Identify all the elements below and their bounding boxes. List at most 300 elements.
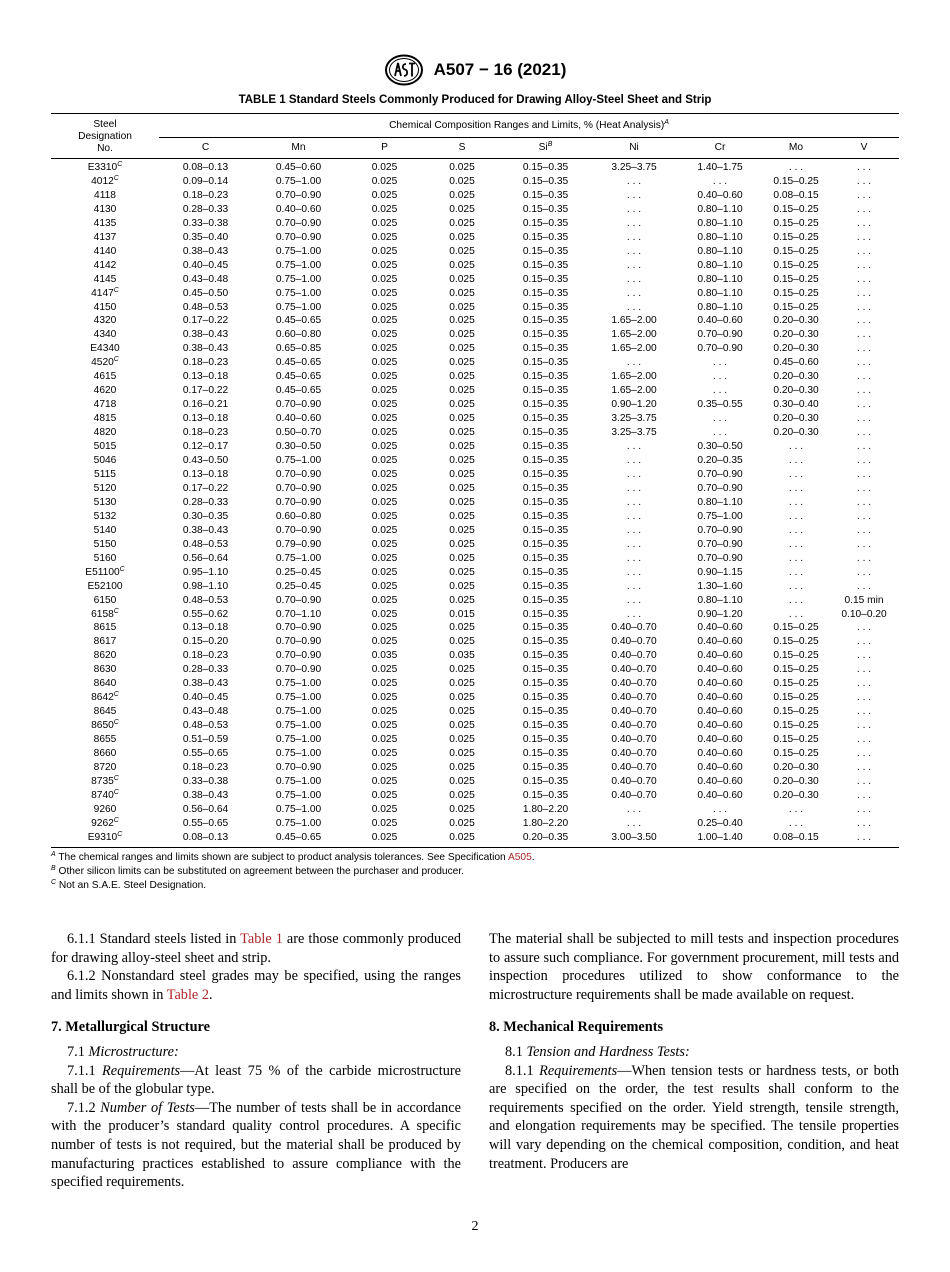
steel-designation-cell: 5115 <box>94 468 116 480</box>
composition-cell: 0.48–0.53 <box>182 538 229 550</box>
composition-cell: . . . <box>856 552 872 564</box>
composition-cell: 1.65–2.00 <box>611 329 657 341</box>
composition-cell: 0.025 <box>449 413 475 425</box>
composition-cell: 0.15–0.35 <box>522 301 569 313</box>
composition-cell: . . . <box>626 273 642 285</box>
para-6-1-2: 6.1.2 Nonstandard steel grades may be specified, using the ranges and limits shown in Table 2. <box>51 968 461 1003</box>
steel-designation-cell: 8620 <box>93 650 117 662</box>
composition-cell: 0.60–0.80 <box>275 329 322 341</box>
composition-cell: 0.18–0.23 <box>182 650 229 662</box>
composition-cell: 0.025 <box>449 217 475 229</box>
composition-cell: . . . <box>788 524 804 536</box>
composition-cell: 0.17–0.22 <box>182 482 229 494</box>
table-row <box>51 496 899 510</box>
composition-cell: . . . <box>856 245 872 257</box>
composition-cell: 0.08–0.13 <box>159 831 252 847</box>
steel-designation-cell: $8650^C$ <box>91 719 119 732</box>
composition-cell: 0.025 <box>371 706 398 718</box>
composition-cell: 0.15–0.25 <box>773 748 819 760</box>
composition-cell: 0.025 <box>449 259 475 271</box>
composition-cell: 0.18–0.23 <box>182 427 229 439</box>
composition-cell: 0.70–0.90 <box>697 552 743 564</box>
table-1-link[interactable]: Table 1 <box>240 931 283 947</box>
composition-cell: . . . <box>788 566 804 578</box>
table-row <box>51 412 899 426</box>
composition-cell: . . . <box>856 720 872 732</box>
composition-cell: . . . <box>856 664 872 676</box>
composition-cell: . . . <box>788 608 804 620</box>
para-8-1: 8.1 Tension and Hardness Tests: <box>505 1043 690 1060</box>
footnote-ref: C <box>113 788 119 796</box>
table-row <box>51 691 899 705</box>
composition-cell: 0.15–0.35 <box>522 315 569 327</box>
steel-designation-cell: 5130 <box>93 496 117 508</box>
footnote-ref: C <box>113 816 119 824</box>
composition-cell: 0.15–0.25 <box>773 734 819 746</box>
composition-cell: . . . <box>856 692 872 704</box>
composition-cell: 0.20–0.30 <box>773 315 819 327</box>
composition-cell: 0.75–1.00 <box>275 734 322 746</box>
composition-cell: 0.25–0.45 <box>275 580 322 592</box>
composition-cell: 0.25–0.40 <box>697 817 743 829</box>
composition-cell: . . . <box>712 413 728 425</box>
steel-designation-cell: 8645 <box>93 706 117 718</box>
composition-cell: 0.48–0.53 <box>182 594 229 606</box>
composition-cell: 0.15–0.25 <box>773 217 819 229</box>
composition-cell: 0.08–0.15 <box>763 831 829 847</box>
composition-cell: 0.56–0.64 <box>182 552 229 564</box>
composition-cell: 0.025 <box>449 399 475 411</box>
table-row <box>51 705 899 719</box>
composition-cell: 0.025 <box>449 189 475 201</box>
composition-cell: . . . <box>788 468 804 480</box>
composition-cell: 0.15–0.35 <box>522 441 569 453</box>
composition-cell: 0.20–0.30 <box>773 343 819 355</box>
table-row <box>51 217 899 231</box>
composition-cell: 0.17–0.22 <box>182 315 229 327</box>
composition-cell: . . . <box>788 538 804 550</box>
composition-cell: . . . <box>626 608 642 620</box>
table-row <box>51 580 899 594</box>
table-row <box>51 245 899 259</box>
composition-cell: 0.90–1.15 <box>697 566 743 578</box>
composition-cell: 0.45–0.65 <box>252 831 345 847</box>
footnote-ref: C <box>113 774 119 782</box>
composition-cell: . . . <box>626 496 642 508</box>
composition-cell: . . . <box>856 427 872 439</box>
composition-cell: . . . <box>856 162 872 173</box>
composition-cell: 0.13–0.18 <box>182 371 229 383</box>
composition-cell: 0.75–1.00 <box>275 552 322 564</box>
table-row <box>51 552 899 566</box>
composition-cell: 0.025 <box>449 287 475 299</box>
composition-cell: 0.40–0.60 <box>697 692 743 704</box>
composition-cell: . . . <box>788 482 804 494</box>
a505-link[interactable]: A505 <box>507 852 532 863</box>
table-row <box>51 538 899 552</box>
composition-cell: 0.15–0.35 <box>522 413 569 425</box>
composition-cell: 0.025 <box>449 789 475 801</box>
steel-designation-cell: 9260 <box>93 803 117 815</box>
composition-span-header: Chemical Composition Ranges and Limits, % (Heat Analysis)$^A$ <box>159 114 899 138</box>
composition-cell: 0.15–0.25 <box>773 301 819 313</box>
composition-cell: 0.75–1.00 <box>275 706 322 718</box>
composition-cell: . . . <box>788 803 804 815</box>
composition-cell: 0.30–0.40 <box>773 399 819 411</box>
steel-designation-cell: 4145 <box>93 273 117 285</box>
footnote-ref: B <box>547 141 553 148</box>
table-row <box>51 454 899 468</box>
composition-cell: 0.025 <box>449 775 475 787</box>
composition-cell: 0.15–0.35 <box>522 566 569 578</box>
footnote-b: $^B$ Other silicon limits can be substituted on agreement between the purchaser and producer. <box>51 865 464 877</box>
composition-cell: 0.40–0.70 <box>611 720 657 732</box>
composition-cell: 0.40–0.60 <box>697 720 743 732</box>
composition-cell: . . . <box>626 566 642 578</box>
composition-cell: 0.40–0.60 <box>697 748 743 760</box>
composition-cell: 0.025 <box>371 636 398 648</box>
column-header: Mo <box>763 138 829 159</box>
composition-cell: 0.025 <box>449 273 475 285</box>
composition-cell: . . . <box>788 162 804 173</box>
composition-cell: 0.025 <box>371 371 398 383</box>
composition-cell: . . . <box>626 175 642 187</box>
composition-cell: 3.25–3.75 <box>611 427 657 439</box>
steel-designation-cell: 4820 <box>93 427 117 439</box>
composition-cell: 0.50–0.70 <box>275 427 322 439</box>
composition-cell: 0.40–0.60 <box>697 706 743 718</box>
table-row <box>51 761 899 775</box>
composition-cell: 0.15–0.25 <box>773 245 819 257</box>
composition-cell: 0.75–1.00 <box>275 692 322 704</box>
stub-header-line: Steel <box>93 118 117 130</box>
composition-cell: 0.025 <box>371 245 398 257</box>
composition-cell: . . . <box>856 441 872 453</box>
composition-cell: . . . <box>856 329 872 341</box>
composition-cell: 0.025 <box>449 803 475 815</box>
steel-designation-cell: 8640 <box>93 678 117 690</box>
steel-designation-cell: 4815 <box>93 413 117 425</box>
table-2-link[interactable]: Table 2 <box>166 986 209 1003</box>
composition-cell: 0.15–0.35 <box>522 664 569 676</box>
composition-cell: 0.15–0.35 <box>522 203 569 215</box>
composition-cell: 0.025 <box>449 482 475 494</box>
steel-designation-cell: $4012^C$ <box>91 174 119 187</box>
composition-cell: 0.025 <box>449 580 475 592</box>
composition-cell: 0.40–0.60 <box>697 734 743 746</box>
stub-header-line: Designation <box>78 130 132 142</box>
composition-cell: 0.025 <box>371 287 398 299</box>
composition-cell: 0.70–0.90 <box>697 468 743 480</box>
composition-cell: 0.79–0.90 <box>275 538 322 550</box>
composition-cell: . . . <box>788 510 804 522</box>
composition-cell: 0.40–0.60 <box>697 636 743 648</box>
composition-cell: 0.40–0.70 <box>611 706 657 718</box>
composition-cell: 0.38–0.43 <box>182 245 229 257</box>
composition-cell: 0.025 <box>371 552 398 564</box>
composition-cell: 0.025 <box>449 245 475 257</box>
composition-cell: 0.40–0.70 <box>611 734 657 746</box>
composition-cell: 0.15–0.35 <box>522 720 569 732</box>
composition-cell: 0.56–0.64 <box>182 803 229 815</box>
composition-cell: 0.40–0.60 <box>697 189 743 201</box>
composition-cell: 0.75–1.00 <box>275 748 322 760</box>
table-row <box>51 468 899 482</box>
composition-cell: . . . <box>626 580 642 592</box>
composition-cell: 0.15–0.35 <box>522 455 569 467</box>
composition-cell: 0.025 <box>371 482 398 494</box>
composition-cell: 0.035 <box>449 650 475 662</box>
table-row <box>51 817 899 831</box>
composition-cell: 0.38–0.43 <box>182 524 229 536</box>
left-column <box>51 930 461 1192</box>
table-row <box>51 677 899 691</box>
column-header: C <box>159 138 252 159</box>
composition-cell: 0.20–0.35 <box>500 831 591 847</box>
composition-cell: 0.025 <box>371 775 398 787</box>
composition-cell: 0.15–0.35 <box>522 552 569 564</box>
composition-cell: . . . <box>856 343 872 355</box>
composition-cell: . . . <box>856 259 872 271</box>
composition-cell: 0.15–0.25 <box>773 706 819 718</box>
composition-cell: 0.025 <box>449 748 475 760</box>
steel-designation-cell: $4147^C$ <box>91 286 119 299</box>
composition-cell: 0.025 <box>371 761 398 773</box>
composition-cell: 0.45–0.60 <box>773 357 819 369</box>
composition-cell: . . . <box>856 231 872 243</box>
composition-cell: 0.65–0.85 <box>275 343 322 355</box>
composition-cell: 0.15–0.35 <box>522 748 569 760</box>
composition-cell: 0.025 <box>371 594 398 606</box>
steel-designation-cell: 8615 <box>93 622 117 634</box>
composition-cell: . . . <box>626 552 642 564</box>
composition-cell: 0.15–0.35 <box>522 371 569 383</box>
composition-cell: 0.025 <box>449 734 475 746</box>
page-number: 2 <box>471 1219 479 1234</box>
composition-cell: 0.40–0.60 <box>697 775 743 787</box>
steel-designation-cell: 4137 <box>93 231 117 243</box>
composition-cell: 0.40–0.70 <box>611 761 657 773</box>
steel-designation-cell: 4142 <box>93 259 117 271</box>
composition-cell: . . . <box>856 706 872 718</box>
composition-cell: 0.15–0.35 <box>522 273 569 285</box>
composition-cell: . . . <box>626 189 642 201</box>
table-row <box>51 649 899 663</box>
footnote-ref: C <box>117 161 123 168</box>
composition-cell: 0.025 <box>371 468 398 480</box>
composition-cell: 0.15–0.35 <box>522 231 569 243</box>
composition-cell: 0.70–0.90 <box>275 189 322 201</box>
steel-designation-cell: 4130 <box>93 203 117 215</box>
composition-cell: 0.45–0.65 <box>275 357 322 369</box>
composition-cell: 0.30–0.50 <box>275 441 322 453</box>
column-header: V <box>829 138 899 159</box>
composition-cell: . . . <box>788 496 804 508</box>
composition-cell: . . . <box>856 273 872 285</box>
composition-cell: 0.16–0.21 <box>182 399 229 411</box>
composition-cell: 0.025 <box>449 385 475 397</box>
steel-designation-cell: E4340 <box>90 343 120 355</box>
composition-cell: 0.15–0.35 <box>522 692 569 704</box>
composition-cell: 0.15–0.35 <box>522 608 569 620</box>
composition-cell: 0.70–0.90 <box>275 482 322 494</box>
column-header: Mn <box>252 138 345 159</box>
steel-designation-cell: 5120 <box>93 482 117 494</box>
composition-cell: 0.20–0.30 <box>773 775 819 787</box>
table-row <box>51 328 899 342</box>
composition-cell: 0.43–0.48 <box>182 273 229 285</box>
composition-cell: . . . <box>626 231 642 243</box>
composition-cell: 0.38–0.43 <box>182 789 229 801</box>
steel-designation-cell: 8720 <box>93 761 117 773</box>
composition-cell: 1.80–2.20 <box>522 817 569 829</box>
composition-cell: 0.70–0.90 <box>275 594 322 606</box>
composition-cell: 0.70–0.90 <box>697 482 743 494</box>
composition-cell: 0.40–0.60 <box>697 622 743 634</box>
composition-cell: . . . <box>856 636 872 648</box>
composition-cell: 0.12–0.17 <box>182 441 229 453</box>
composition-cell: 0.025 <box>371 608 398 620</box>
composition-cell: 0.025 <box>371 427 398 439</box>
composition-cell: 0.80–1.10 <box>697 496 743 508</box>
composition-cell: 0.30–0.35 <box>182 510 229 522</box>
composition-cell: 0.15–0.25 <box>773 636 819 648</box>
standard-steels-table <box>51 113 899 848</box>
composition-cell: 0.80–1.10 <box>697 301 743 313</box>
composition-cell: 0.025 <box>449 817 475 829</box>
para-7-1-2-continued: The material shall be subjected to mill tests and inspection procedures to assure such compliance. For government procurement, mill tests and inspection procedures utilized to show conformance to the microstructure requirements shall be made available on request. <box>489 931 899 1003</box>
composition-cell: 0.025 <box>449 468 475 480</box>
composition-cell: 0.10–0.20 <box>841 608 887 620</box>
para-6-1-1: 6.1.1 Standard steels listed in Table 1 are those commonly produced for drawing alloy-steel sheet and strip. <box>51 931 461 966</box>
composition-cell: 0.025 <box>371 329 398 341</box>
composition-cell: . . . <box>626 817 642 829</box>
footnote-ref: C <box>113 719 119 727</box>
composition-cell: . . . <box>856 455 872 467</box>
composition-cell: 1.30–1.60 <box>697 580 743 592</box>
composition-cell: 0.40–0.60 <box>275 413 322 425</box>
composition-cell: 0.025 <box>449 301 475 313</box>
composition-cell: 0.70–0.90 <box>275 636 322 648</box>
footnote-ref: C <box>113 286 119 294</box>
composition-cell: 0.09–0.14 <box>182 175 229 187</box>
composition-cell: 0.75–1.00 <box>275 817 322 829</box>
composition-cell: 0.45–0.65 <box>275 371 322 383</box>
composition-cell: 0.025 <box>371 580 398 592</box>
composition-cell: 0.025 <box>449 496 475 508</box>
composition-cell: 0.025 <box>449 231 475 243</box>
composition-cell: 0.75–1.00 <box>275 775 322 787</box>
steel-designation-cell: 4150 <box>93 301 117 313</box>
steel-designation-cell: 5046 <box>93 455 117 467</box>
composition-cell: 0.15–0.20 <box>182 636 229 648</box>
steel-designation-cell: 4620 <box>93 385 117 397</box>
column-header: Ni <box>591 138 677 159</box>
composition-cell: . . . <box>712 371 728 383</box>
composition-cell: 0.15–0.35 <box>522 482 569 494</box>
composition-cell: . . . <box>626 538 642 550</box>
table-row <box>51 440 899 454</box>
composition-cell: 0.025 <box>449 343 475 355</box>
composition-cell: 0.025 <box>371 259 398 271</box>
composition-cell: 0.025 <box>449 162 475 173</box>
table-row <box>51 635 899 649</box>
composition-cell: . . . <box>856 748 872 760</box>
composition-cell: . . . <box>788 594 804 606</box>
composition-cell: 0.40–0.60 <box>697 678 743 690</box>
astm-logo-icon <box>384 54 424 86</box>
steel-designation-cell: $E3310^C$ <box>87 161 123 173</box>
composition-cell: . . . <box>856 789 872 801</box>
composition-cell: 0.55–0.65 <box>182 748 229 760</box>
composition-cell: 0.75–1.00 <box>275 175 322 187</box>
composition-cell: 0.95–1.10 <box>182 566 229 578</box>
composition-cell: 0.025 <box>424 831 500 847</box>
composition-cell: 0.15–0.35 <box>522 287 569 299</box>
composition-cell: 0.20–0.30 <box>773 789 819 801</box>
table-row <box>51 231 899 245</box>
composition-cell: 0.48–0.53 <box>182 301 229 313</box>
composition-cell: . . . <box>626 203 642 215</box>
composition-cell: 0.38–0.43 <box>182 343 229 355</box>
composition-cell: 0.15–0.35 <box>522 734 569 746</box>
composition-cell: 0.025 <box>371 385 398 397</box>
composition-cell: 0.025 <box>371 189 398 201</box>
table-row <box>51 426 899 440</box>
composition-cell: 0.15–0.35 <box>522 580 569 592</box>
composition-cell: 0.38–0.43 <box>182 329 229 341</box>
composition-cell: 0.025 <box>371 203 398 215</box>
composition-cell: 0.15–0.35 <box>522 399 569 411</box>
composition-cell: 0.025 <box>449 678 475 690</box>
composition-cell: . . . <box>856 761 872 773</box>
composition-cell: . . . <box>626 594 642 606</box>
table-row <box>51 733 899 747</box>
composition-cell: 0.15–0.25 <box>773 622 819 634</box>
composition-cell: . . . <box>626 301 642 313</box>
table-row <box>51 159 899 175</box>
composition-cell: . . . <box>856 496 872 508</box>
composition-cell: 0.80–1.10 <box>697 594 743 606</box>
para-7-1-2: 7.1.2 Number of Tests—The number of tests shall be in accordance with the producer’s standard quality control procedures. A specific number of tests is not required, but the material shall be produced by manufacturing practices established to assure compliance with the specified requirements. <box>51 1099 461 1191</box>
composition-cell: . . . <box>856 734 872 746</box>
table-row <box>51 314 899 328</box>
steel-designation-cell: 5160 <box>93 552 117 564</box>
composition-cell: 0.40–0.45 <box>182 259 229 271</box>
composition-cell: . . . <box>712 385 728 397</box>
composition-cell: 0.15–0.35 <box>522 427 569 439</box>
composition-cell: 0.025 <box>371 399 398 411</box>
composition-cell: . . . <box>626 217 642 229</box>
composition-cell: 0.15–0.35 <box>522 245 569 257</box>
composition-cell: . . . <box>626 468 642 480</box>
composition-cell: 0.15–0.35 <box>522 510 569 522</box>
composition-cell: 0.15–0.35 <box>522 217 569 229</box>
composition-cell: 0.025 <box>449 329 475 341</box>
composition-cell: 0.15–0.35 <box>522 189 569 201</box>
composition-cell: 0.60–0.80 <box>275 510 322 522</box>
table-row <box>51 621 899 635</box>
composition-cell: . . . <box>856 371 872 383</box>
composition-cell: 0.035 <box>371 650 398 662</box>
para-7-1: 7.1 Microstructure: <box>67 1043 179 1060</box>
composition-cell: 3.25–3.75 <box>611 413 657 425</box>
steel-designation-cell: $6158^C$ <box>91 607 119 620</box>
composition-cell: 0.025 <box>449 706 475 718</box>
composition-cell: . . . <box>856 189 872 201</box>
steel-designation-cell: 5015 <box>93 441 117 453</box>
composition-cell: 0.18–0.23 <box>182 357 229 369</box>
